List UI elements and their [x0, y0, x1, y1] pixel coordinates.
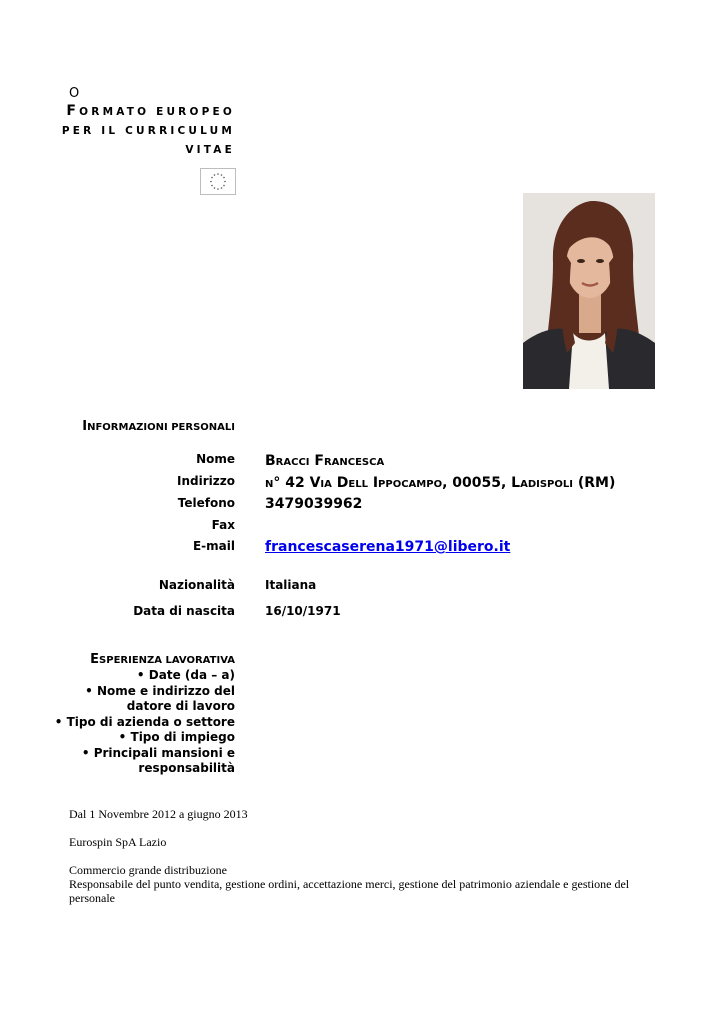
experience-field-list — [55, 668, 235, 777]
experience-employer: Eurospin SpA Lazio — [69, 835, 167, 849]
bullet-date: • Date (da – a) — [136, 668, 235, 682]
experience-dates: Dal 1 Novembre 2012 a giugno 2013 — [69, 807, 248, 821]
bullet-tipo-azienda: • Tipo di azienda o settore — [54, 714, 235, 729]
value-telefono: 3479039962 — [265, 496, 363, 512]
bullet-tipo-impiego: • Tipo di impiego — [118, 730, 235, 744]
bullet-datore-2: datore di lavoro — [126, 699, 235, 713]
profile-photo — [523, 193, 655, 389]
section-heading-personal — [82, 419, 235, 434]
title-line-2: PER IL CURRICULUM — [61, 125, 235, 137]
bullet-datore-1: • Nome e indirizzo del — [85, 683, 235, 698]
bullet-mansioni-2: responsabilità — [138, 761, 235, 775]
section-heading-experience — [90, 652, 235, 667]
eu-flag-logo — [200, 168, 236, 195]
title-initial: F — [66, 103, 80, 119]
label-email: E-mail — [192, 539, 235, 553]
experience-duties: Responsabile del punto vendita, gestione ordini, accettazione merci, gestione del patrimonio aziendale e gestione del personale — [69, 877, 630, 905]
section-rest: SPERIENZA LAVORATIVA — [99, 655, 235, 666]
value-indirizzo: n° 42 Via Dell Ippocampo, 00055, Ladispoli (RM) — [265, 475, 616, 491]
section-rest: NFORMAZIONI PERSONALI — [87, 422, 235, 433]
value-nazionalita: Italiana — [265, 578, 317, 592]
header-letter: O — [69, 86, 80, 101]
email-link[interactable]: francescaserena1971@libero.it — [265, 539, 511, 555]
bullet-mansioni-1: • Principali mansioni e — [81, 745, 235, 760]
label-telefono: Telefono — [177, 496, 235, 510]
eu-stars-icon — [201, 169, 235, 194]
label-indirizzo: Indirizzo — [177, 474, 235, 488]
value-nome: Bracci Francesca — [265, 453, 385, 469]
title-line-3: VITAE — [185, 144, 235, 156]
label-nome: Nome — [196, 452, 235, 466]
section-initial: E — [90, 652, 100, 667]
label-nazionalita: Nazionalità — [158, 578, 235, 592]
cv-title — [62, 102, 235, 160]
title-line-1: ORMATO EUROPEO — [79, 106, 235, 118]
section-initial: I — [82, 419, 88, 434]
value-data-nascita: 16/10/1971 — [265, 604, 341, 618]
label-fax: Fax — [211, 518, 235, 532]
experience-sector: Commercio grande distribuzione — [69, 863, 227, 877]
label-data-nascita: Data di nascita — [133, 604, 235, 618]
